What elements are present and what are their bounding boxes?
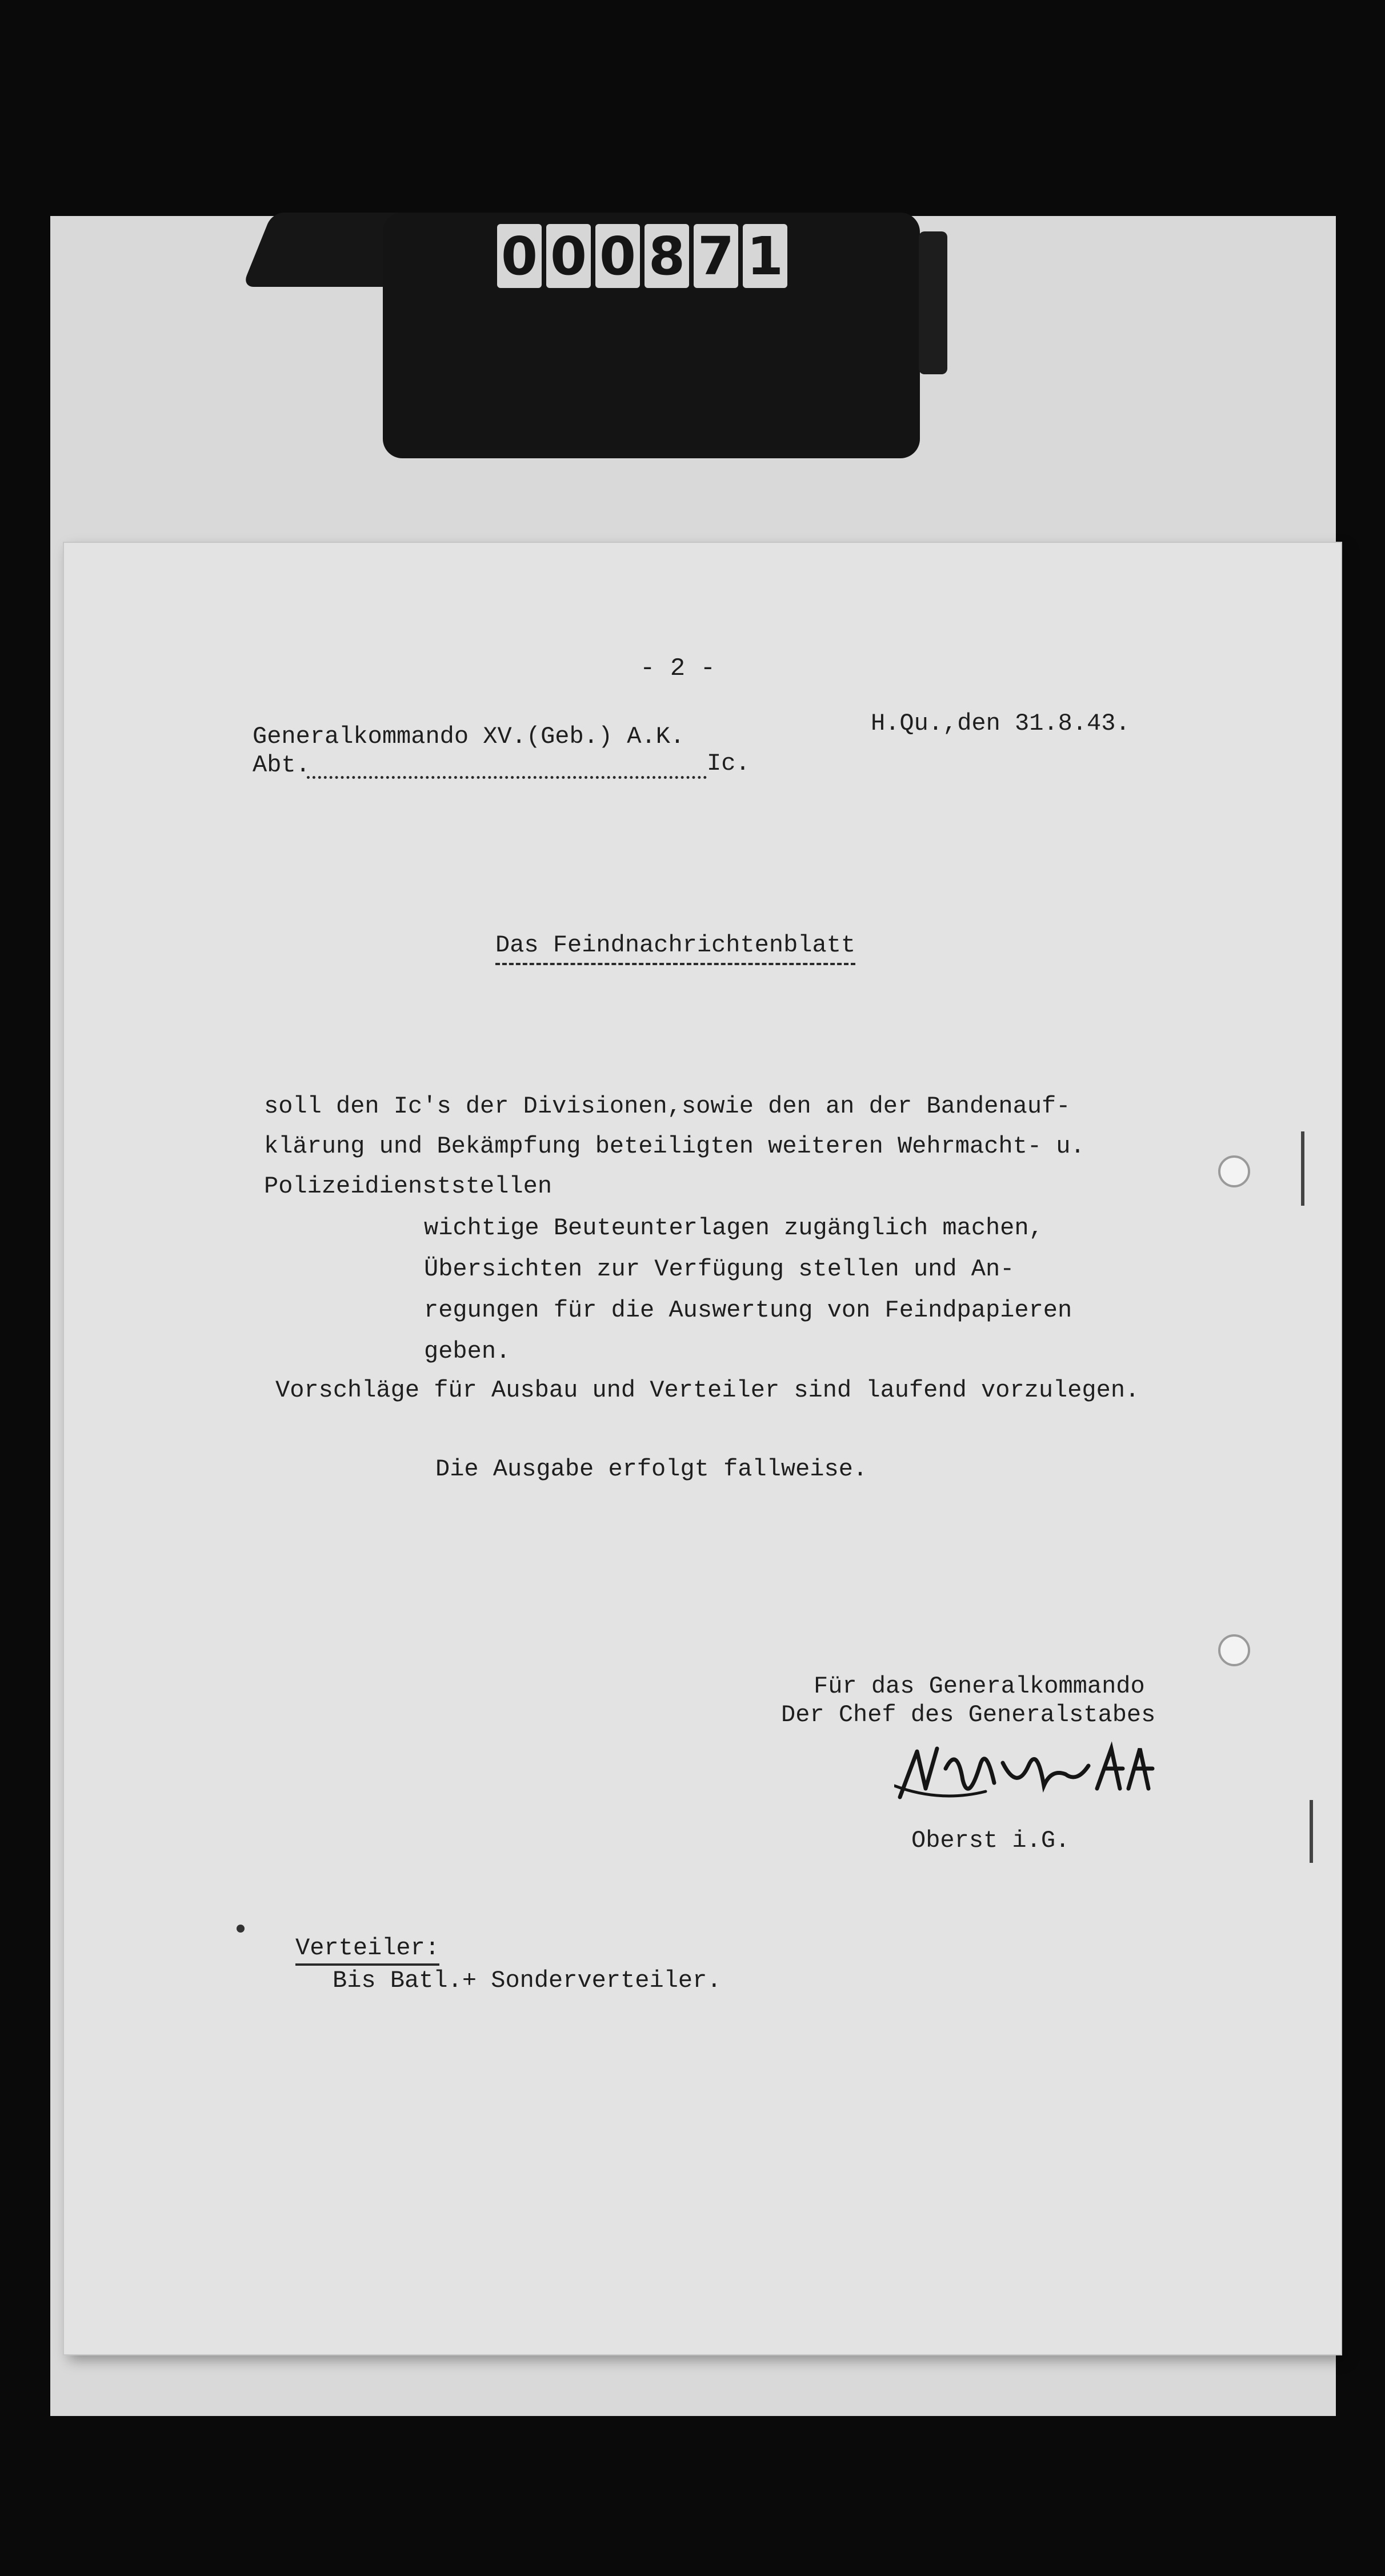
punch-hole — [1218, 1155, 1250, 1187]
edge-mark — [1310, 1800, 1313, 1863]
signature-line-1: Für das Generalkommando — [814, 1673, 1145, 1700]
dotted-leader — [307, 776, 707, 779]
distribution-label: Verteiler: — [295, 1936, 439, 1966]
body-line: Vorschläge für Ausbau und Verteiler sind laufend vorzulegen. — [275, 1377, 1140, 1404]
handwritten-signature — [894, 1734, 1168, 1820]
body-line: regungen für die Auswertung von Feindpapieren — [424, 1297, 1072, 1324]
document-page — [64, 543, 1341, 2354]
sender-line-1: Generalkommando XV.(Geb.) A.K. — [253, 723, 685, 750]
counter-digits — [497, 224, 787, 288]
counter-digit: 7 — [694, 224, 738, 288]
counter-digit: 8 — [645, 224, 689, 288]
counter-digit: 0 — [595, 224, 640, 288]
distribution-value: Bis Batl.+ Sonderverteiler. — [333, 1967, 722, 1994]
body-line: klärung und Bekämpfung beteiligten weiteren Wehrmacht- u. — [264, 1133, 1085, 1160]
counter-digit: 0 — [497, 224, 542, 288]
counter-knob — [919, 231, 947, 374]
document-title: Das Feindnachrichtenblatt — [495, 933, 855, 965]
place-date: H.Qu.,den 31.8.43. — [871, 710, 1130, 737]
body-line: Polizeidienststellen — [264, 1173, 553, 1200]
counter-digit: 0 — [546, 224, 591, 288]
page-number: - 2 - — [640, 654, 716, 683]
body-line: Übersichten zur Verfügung stellen und An- — [424, 1255, 1015, 1283]
signature-rank: Oberst i.G. — [911, 1827, 1070, 1854]
body-line: wichtige Beuteunterlagen zugänglich machen, — [424, 1214, 1043, 1242]
bullet-mark — [237, 1925, 245, 1933]
edge-mark — [1301, 1131, 1304, 1206]
signature-line-2: Der Chef des Generalstabes — [781, 1701, 1156, 1729]
punch-hole — [1218, 1634, 1250, 1666]
body-line: soll den Ic's der Divisionen,sowie den an der Bandenauf- — [264, 1093, 1071, 1120]
body-line: Die Ausgabe erfolgt fallweise. — [435, 1455, 868, 1483]
counter-digit: 1 — [743, 224, 787, 288]
sender-ic: Ic. — [707, 750, 750, 777]
sender-abt: Abt. — [253, 751, 310, 779]
body-line: geben. — [424, 1338, 511, 1365]
